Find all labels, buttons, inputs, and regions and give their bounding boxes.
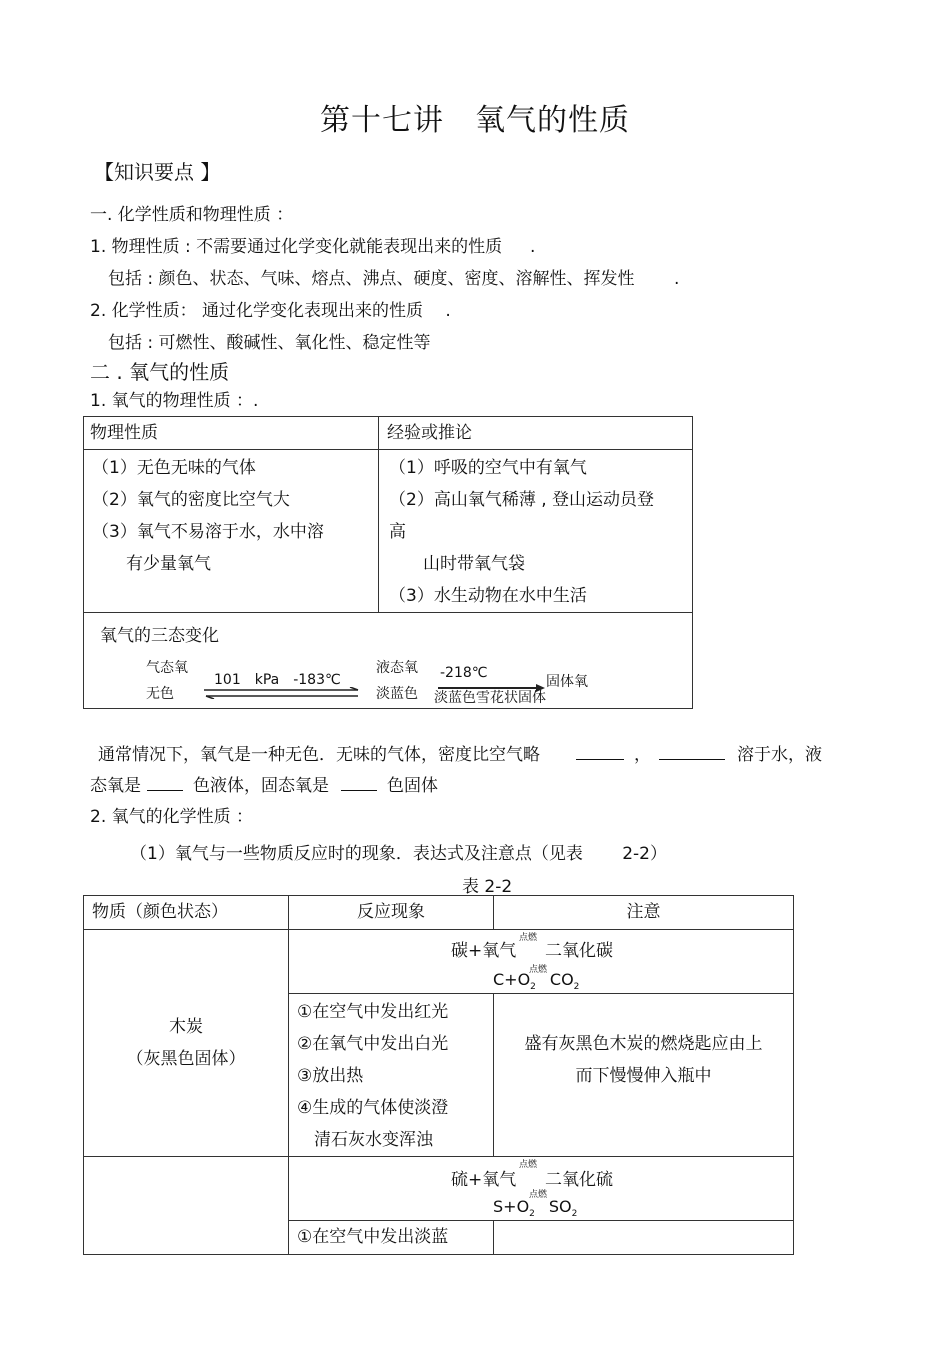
chemical-props-heading: 2. 氧气的化学性质 ： (90, 807, 254, 827)
phenomenon-line: ③放出热 (297, 1066, 364, 1086)
reversible-arrow-icon (202, 687, 362, 699)
table1-experience-cell (379, 450, 693, 613)
solid-oxygen-desc: 淡蓝色雪花状固体 (434, 690, 546, 706)
solid-oxygen-label: 固体氧 (546, 674, 588, 690)
sulfur-phenomena-cell (289, 1221, 494, 1255)
charcoal-note-cell (494, 994, 794, 1157)
phenomenon-line: ①在空气中发出红光 (297, 1002, 449, 1022)
phenomenon-line: ④生成的气体使淡澄 (297, 1098, 449, 1118)
charcoal-condition-bottom: 点燃 (529, 965, 548, 975)
note-line: 盛有灰黑色木炭的燃烧匙应由上 (524, 1034, 763, 1054)
experience-line: 高 (389, 522, 406, 542)
charcoal-condition-top: 点燃 (519, 933, 538, 943)
experience-line: （2）高山氧气稀薄 , 登山运动员登 (389, 490, 655, 510)
blank-solubility[interactable] (659, 743, 725, 760)
reaction-intro: （1）氧气与一些物质反应时的现象．表达式及注意点（见表 2-2） (130, 844, 667, 864)
note-line: 而下慢慢伸入瓶中 (575, 1066, 712, 1086)
gas-oxygen-label: 气态氧 (146, 660, 188, 676)
table2-header-phenomena: 反应现象 (289, 896, 494, 930)
physical-line: （2）氧气的密度比空气大 (92, 490, 290, 510)
sulfur-symbol-eq: $S+O_2$ $SO_2$ (493, 1197, 578, 1220)
charcoal-symbol-eq: $C+O_2$ $CO_2$ (493, 970, 580, 993)
experience-line: （3）水生动物在水中生活 (389, 586, 587, 606)
oxygen-physical-heading: 1. 氧气的物理性质 ：. (90, 391, 259, 411)
charcoal-word-eq-left: 碳+氧气 (451, 941, 517, 961)
section-2-heading: 二 . 氧气的性质 (90, 360, 230, 384)
table1-header-physical: 物理性质 (84, 417, 379, 450)
three-states-cell (84, 613, 693, 709)
sulfur-equation-cell (289, 1157, 794, 1221)
section-1-heading: 一. 化学性质和物理性质 ： (90, 205, 294, 225)
fill-line-1: 通常情况下，氧气是一种无色．无味的气体，密度比空气略 ， 溶于水，液 (98, 745, 822, 765)
sulfur-substance-cell (84, 1157, 289, 1255)
sulfur-condition-top: 点燃 (519, 1160, 538, 1170)
table1-physical-cell (84, 450, 379, 613)
charcoal-equation-cell (289, 930, 794, 994)
table1-header-experience: 经验或推论 (379, 417, 693, 450)
table2-header-substance: 物质（颜色状态） (84, 896, 289, 930)
physical-properties-table (83, 416, 693, 709)
experience-line: （1）呼吸的空气中有氧气 (389, 458, 587, 478)
reaction-table (83, 895, 794, 1255)
phenomenon-line: ①在空气中发出淡蓝 (297, 1227, 449, 1247)
blank-solid-color[interactable] (341, 774, 377, 791)
condition-gas-liquid: 101 kPa -183℃ (214, 672, 341, 688)
phenomenon-line: 清石灰水变浑浊 (297, 1130, 433, 1150)
phenomenon-line: ②在氧气中发出白光 (297, 1034, 449, 1054)
chemical-property-def: 2. 化学性质： 通过化学变化表现出来的性质 . (90, 301, 451, 321)
knowledge-header: 【知识要点 】 (94, 160, 221, 184)
gas-oxygen-color: 无色 (146, 686, 174, 702)
fill-line-2: 态氧是 色液体，固态氧是 色固体 (90, 776, 438, 796)
charcoal-substance-cell (84, 930, 289, 1157)
sulfur-word-eq-right: 二氧化硫 (545, 1170, 613, 1190)
sulfur-condition-bottom: 点燃 (529, 1190, 548, 1200)
page-title: 第十七讲 氧气的性质 (320, 103, 630, 138)
charcoal-name: 木炭 (169, 1017, 203, 1037)
physical-line: （1）无色无味的气体 (92, 458, 256, 478)
liquid-oxygen-color: 淡蓝色 (376, 686, 418, 702)
condition-liquid-solid: -218℃ (440, 665, 488, 681)
liquid-oxygen-label: 液态氧 (376, 660, 418, 676)
sulfur-word-eq-left: 硫+氧气 (451, 1170, 517, 1190)
chemical-property-detail: 包括 : 可燃性、酸碱性、氧化性、稳定性等 (108, 333, 431, 353)
table2-header-note: 注意 (494, 896, 794, 930)
experience-line: 山时带氧气袋 (389, 554, 525, 574)
three-states-title: 氧气的三态变化 (100, 626, 219, 646)
physical-line: 有少量氧气 (92, 554, 211, 574)
physical-property-detail: 包括 : 颜色、状态、气味、熔点、沸点、硬度、密度、溶解性、挥发性 . (108, 269, 680, 289)
charcoal-word-eq-right: 二氧化碳 (545, 941, 613, 961)
blank-liquid-color[interactable] (147, 774, 183, 791)
sulfur-note-cell (494, 1221, 794, 1255)
charcoal-phenomena-cell (289, 994, 494, 1157)
charcoal-state: （灰黑色固体） (126, 1049, 246, 1069)
table-caption: 表 2-2 (462, 877, 513, 897)
physical-property-def: 1. 物理性质 : 不需要通过化学变化就能表现出来的性质 . (90, 237, 536, 257)
blank-density[interactable] (576, 743, 624, 760)
physical-line: （3）氧气不易溶于水，水中溶 (92, 522, 324, 542)
